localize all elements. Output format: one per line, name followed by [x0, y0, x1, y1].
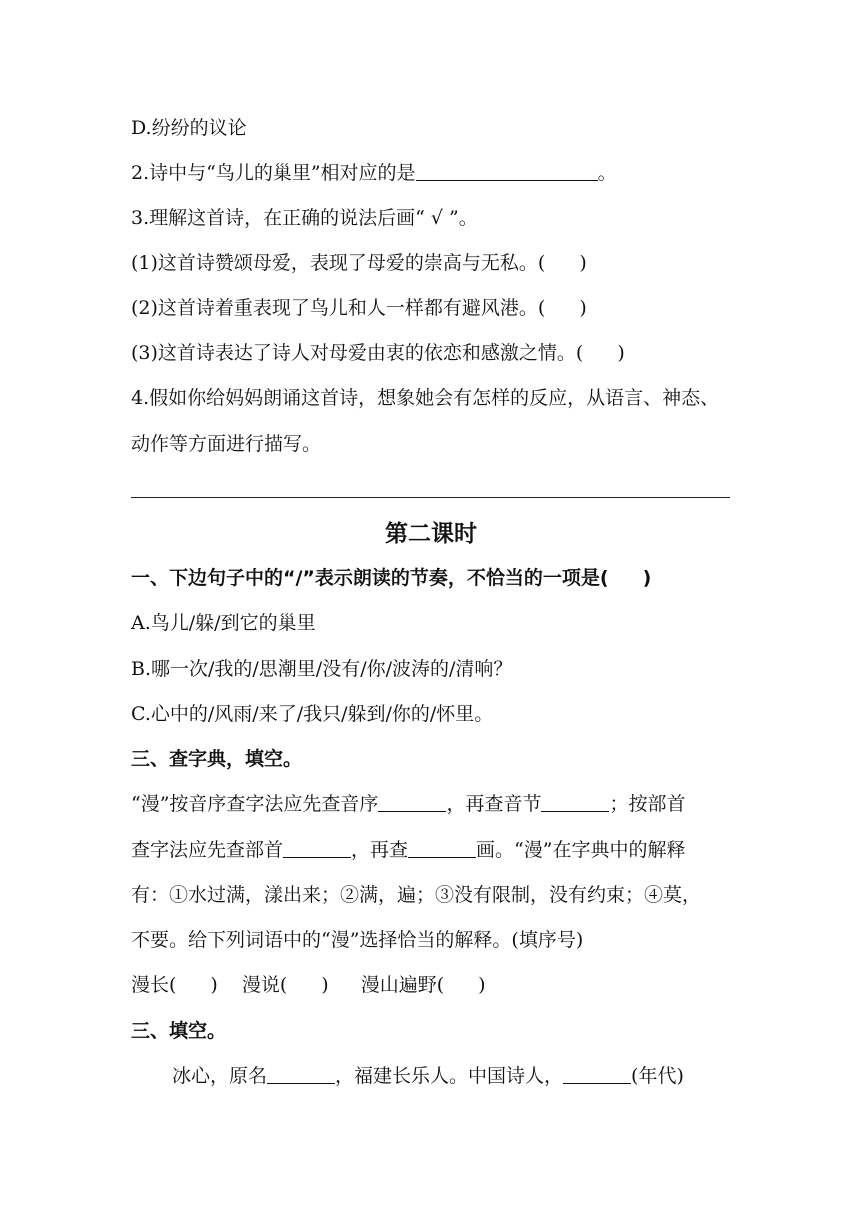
- s2-question-1-text: 一、下边句子中的“/”表示朗读的节奏，不恰当的一项是(: [131, 567, 609, 589]
- option-a: A.鸟儿/躲/到它的巢里: [131, 612, 316, 634]
- s2-question-2: 三、查字典，填空。: [131, 748, 303, 770]
- answer-blank[interactable]: [416, 160, 598, 181]
- dict-line-2: [131, 836, 731, 864]
- dict-line-1-b: ，再查音节: [446, 793, 542, 815]
- q3-item-1: [131, 249, 731, 277]
- dict-line-3: 有：①水过满，漾出来；②满，遍；③没有限制，没有约束；④莫，: [131, 884, 702, 906]
- question-3: 3.理解这首诗，在正确的说法后画“ √ ”。: [131, 207, 478, 229]
- dict-line-4: 不要。给下列词语中的“漫”选择恰当的解释。(填序号): [131, 929, 584, 951]
- section-divider: [131, 497, 730, 498]
- word-2-close: ): [321, 974, 329, 996]
- word-1-close: ): [210, 974, 218, 996]
- question-4-line-1: 4.假如你给妈妈朗诵这首诗，想象她会有怎样的反应，从语言、神态、: [131, 387, 720, 409]
- q3-item-3: [131, 339, 731, 367]
- blank-era[interactable]: [563, 1063, 631, 1084]
- fill-c: (年代): [631, 1065, 684, 1087]
- option-d: D.纷纷的议论: [131, 117, 247, 139]
- option-c: C.心中的/风雨/来了/我只/躲到/你的/怀里。: [131, 703, 494, 725]
- s2-question-1-close: ): [642, 567, 652, 589]
- q3-item-1-close: ): [579, 252, 587, 274]
- dict-line-2-a: 查字法应先查部首: [131, 839, 284, 861]
- s2-question-1: [131, 564, 731, 592]
- dict-line-1-c: ；按部首: [609, 793, 686, 815]
- dict-line-2-b: ，再查: [351, 839, 409, 861]
- blank-original-name[interactable]: [267, 1063, 335, 1084]
- option-b: B.哪一次/我的/思潮里/没有/你/波涛的/清响？: [131, 658, 513, 680]
- q3-item-2-text: (2)这首诗着重表现了鸟儿和人一样都有避风港。(: [131, 297, 546, 319]
- blank-yinjie[interactable]: [541, 791, 609, 812]
- section-title: 第二课时: [385, 521, 477, 547]
- q3-item-2: [131, 294, 731, 322]
- blank-yinxu[interactable]: [378, 791, 446, 812]
- fill-b: ，福建长乐人。中国诗人，: [335, 1065, 564, 1087]
- question-2-end: 。: [597, 162, 617, 184]
- word-3: 漫山遍野(: [360, 974, 445, 996]
- q3-item-1-text: (1)这首诗赞颂母爱，表现了母爱的崇高与无私。(: [131, 252, 546, 274]
- word-3-close: ): [478, 974, 486, 996]
- word-1: 漫长(: [131, 974, 177, 996]
- fill-line: [172, 1062, 732, 1090]
- s2-question-3: 三、填空。: [131, 1020, 227, 1042]
- dict-line-1: [131, 790, 731, 818]
- dict-line-2-c: 画。“漫”在字典中的解释: [476, 839, 686, 861]
- q3-item-2-close: ): [579, 297, 587, 319]
- word-list: [131, 971, 731, 999]
- question-4-line-2: 动作等方面进行描写。: [131, 433, 322, 455]
- question-2: [131, 159, 731, 187]
- dict-line-1-a: “漫”按音序查字法应先查音序: [131, 793, 379, 815]
- blank-bushou[interactable]: [283, 837, 351, 858]
- question-2-text: 2.诗中与“鸟儿的巢里”相对应的是: [131, 162, 416, 184]
- q3-item-3-text: (3)这首诗表达了诗人对母爱由衷的依恋和感激之情。(: [131, 342, 584, 364]
- fill-a: 冰心，原名: [172, 1065, 268, 1087]
- q3-item-3-close: ): [617, 342, 625, 364]
- word-2: 漫说(: [241, 974, 288, 996]
- blank-hua[interactable]: [408, 837, 476, 858]
